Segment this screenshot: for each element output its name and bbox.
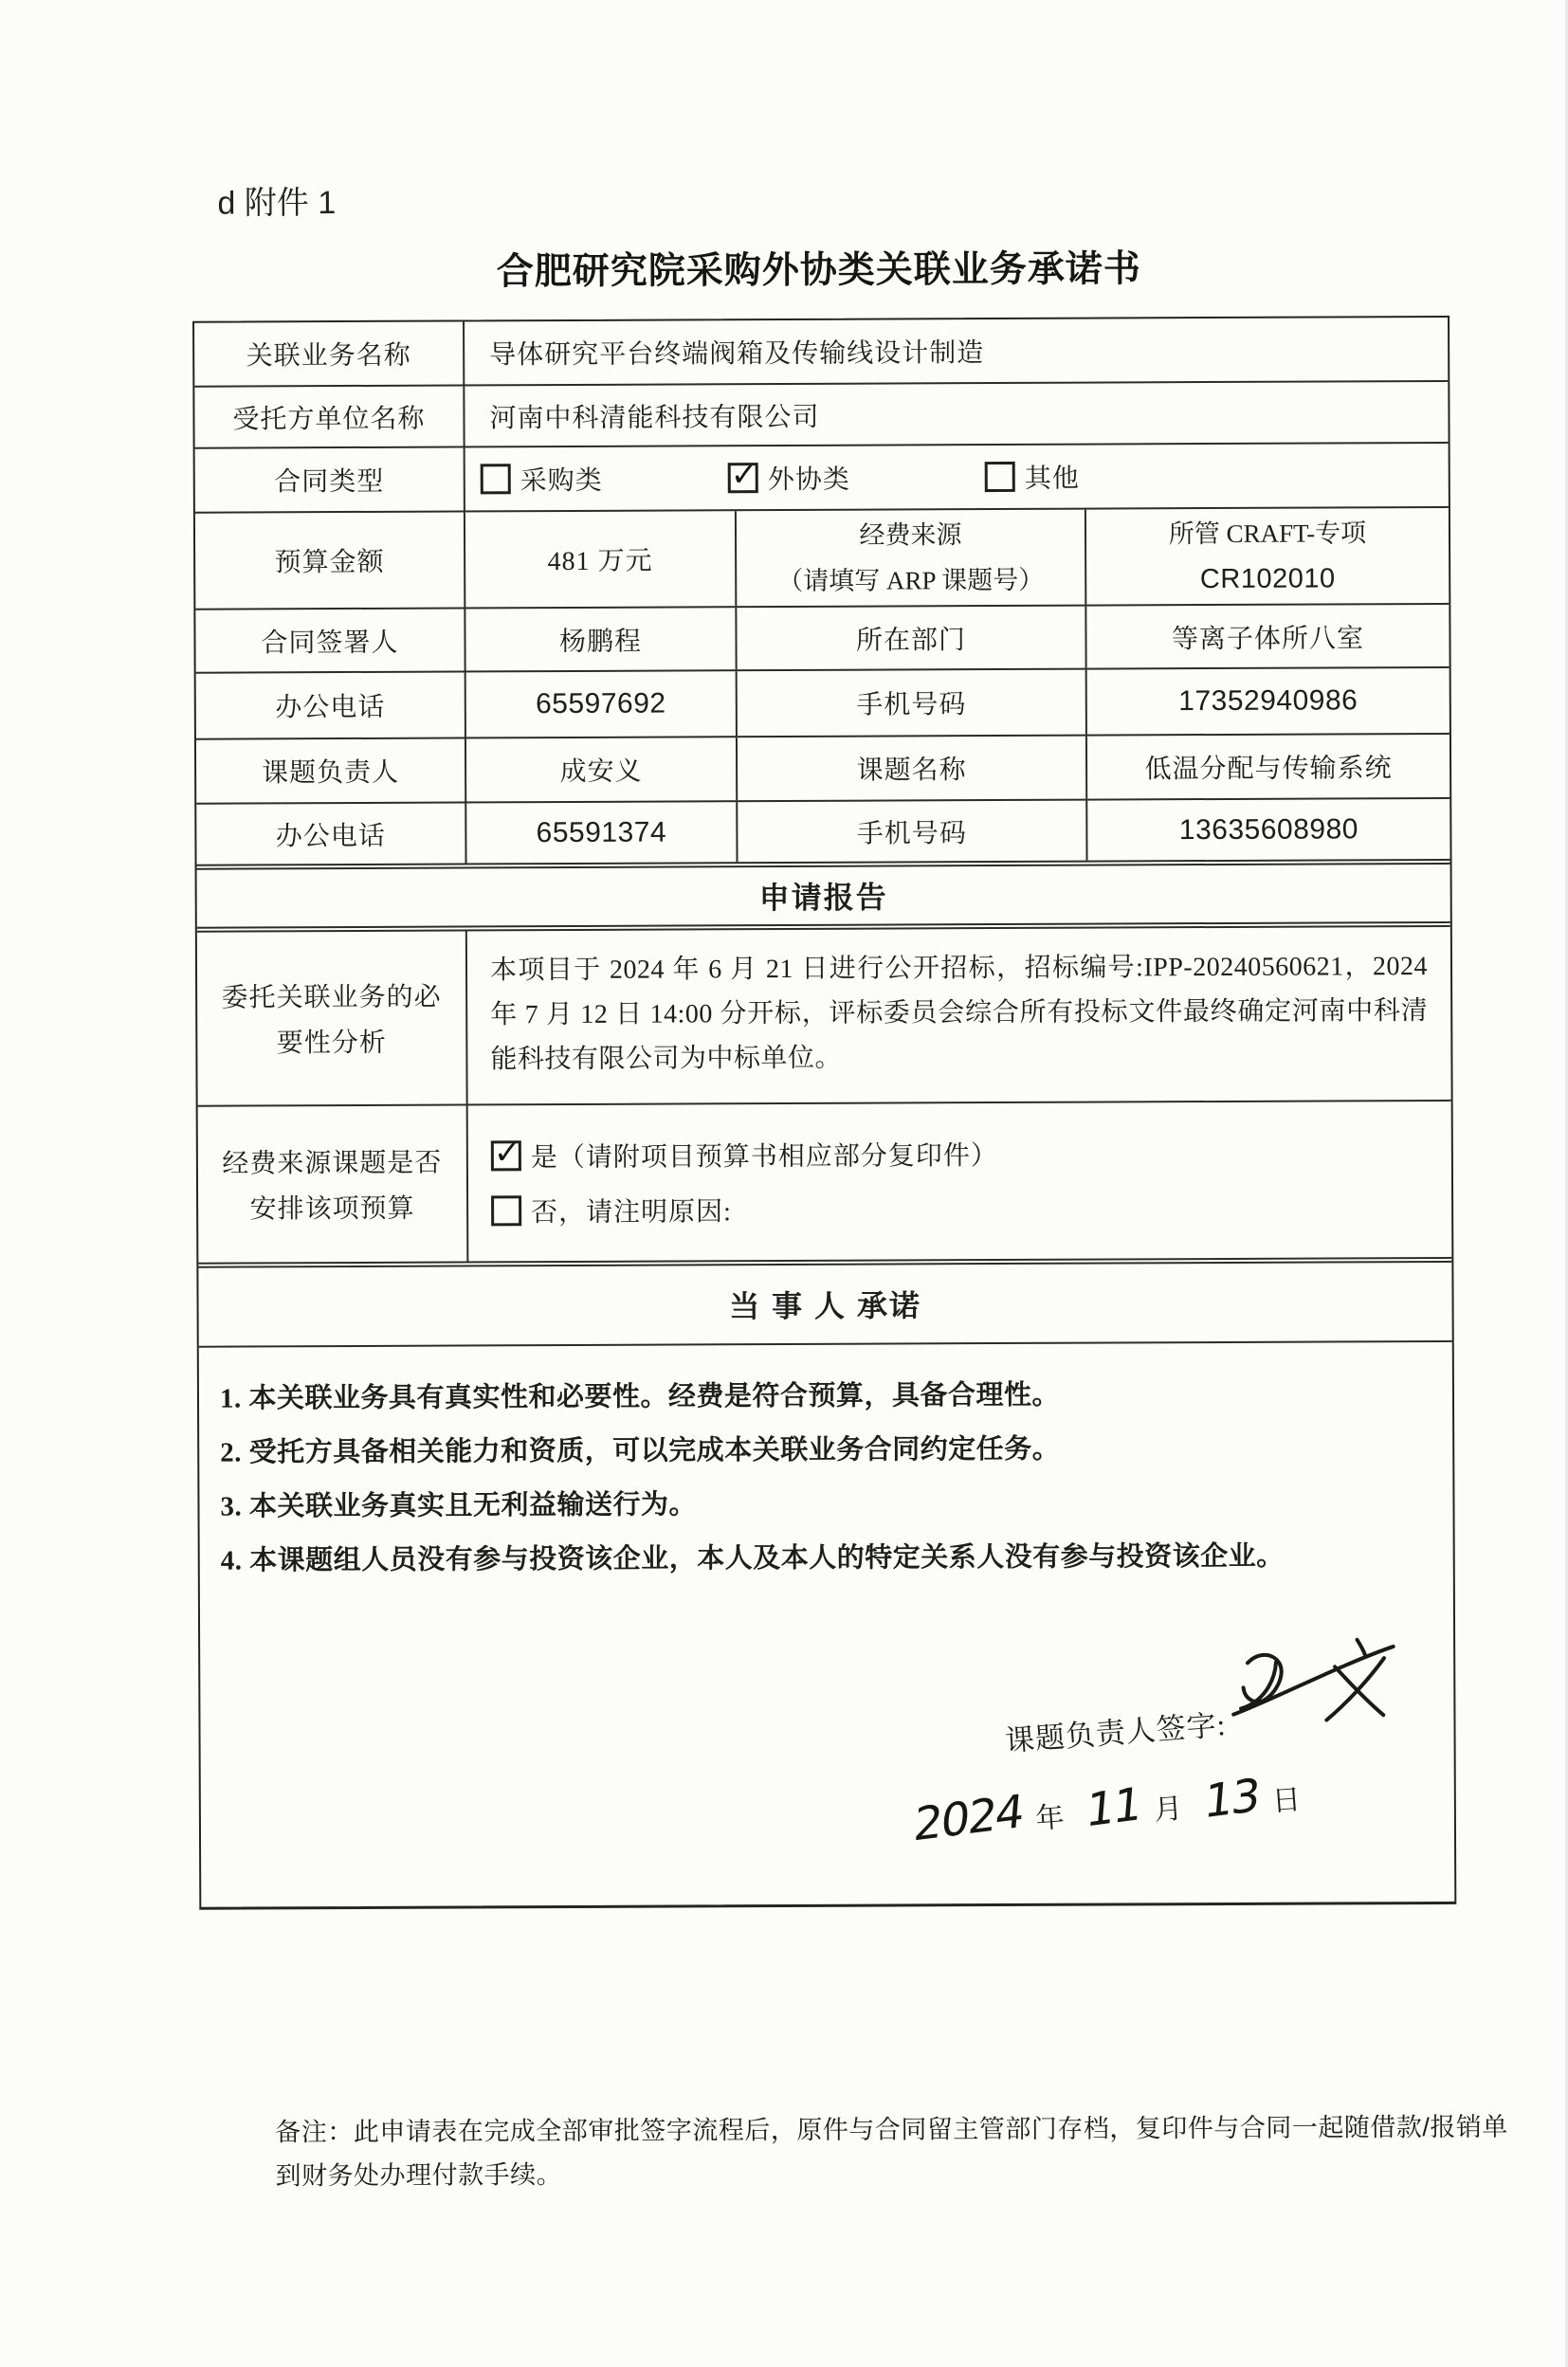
- row-necessity: [197, 921, 1451, 1105]
- mobile-label: 手机号码: [736, 670, 1085, 737]
- funding-source-label-line: （请填写 ARP 课题号）: [777, 565, 1045, 596]
- budget-arranged-option-no: [491, 1191, 732, 1229]
- commitment-item: 3. 本关联业务真实且无利益输送行为。: [220, 1489, 698, 1522]
- signer-name: 杨鹏程: [464, 608, 735, 670]
- mobile-label: 手机号码: [736, 801, 1085, 863]
- signer-dept-value: 等离子体所八室: [1085, 605, 1449, 668]
- handwritten-month: 11: [1084, 1777, 1143, 1838]
- month-unit: 月: [1153, 1793, 1184, 1827]
- contract-type-option: [728, 459, 850, 498]
- office-phone-value: 65597692: [465, 671, 736, 737]
- contract-type-options: [464, 444, 1449, 511]
- option-label: 其他: [1024, 464, 1080, 494]
- budget-arranged-option-yes: [491, 1135, 998, 1174]
- budget-arranged-label-line: 安排该项预算: [249, 1193, 415, 1225]
- year-unit: 年: [1034, 1801, 1066, 1835]
- checkbox-checked-icon: [728, 463, 758, 493]
- row-leader: [196, 733, 1449, 803]
- commitment-item: 4. 本课题组人员没有参与投资该企业，本人及本人的特定关系人没有参与投资该企业。: [220, 1540, 1285, 1576]
- funding-source-value-line: 所管 CRAFT-专项: [1168, 519, 1367, 549]
- option-label: 否，请注明原因:: [531, 1197, 732, 1229]
- row-signer: [195, 603, 1449, 672]
- necessity-label-line: 要性分析: [276, 1028, 387, 1059]
- row-trustee: [194, 380, 1448, 447]
- attachment-label: d 附件 1: [217, 185, 337, 222]
- row-report-header: [197, 859, 1450, 927]
- checkbox-unchecked-icon: [985, 462, 1015, 492]
- budget-arranged-label: [198, 1105, 467, 1262]
- project-name-label: 课题名称: [736, 737, 1085, 801]
- mobile-value: 17352940986: [1085, 668, 1449, 735]
- handwritten-year: 2024: [911, 1784, 1025, 1852]
- row-business-name: [194, 318, 1448, 386]
- row-promise-header: [198, 1257, 1451, 1346]
- option-label: 外协类: [767, 464, 850, 496]
- row-contract-type: [195, 442, 1449, 512]
- row-signer-phones: [196, 666, 1449, 738]
- handwritten-signature: [1228, 1631, 1400, 1734]
- funding-source-label-line: 经费来源: [859, 520, 962, 550]
- commitment-item: 2. 受托方具备相关能力和资质，可以完成本关联业务合同约定任务。: [220, 1433, 1061, 1468]
- business-name-label: 关联业务名称: [246, 340, 411, 372]
- funding-source-value: [1085, 508, 1449, 605]
- leader-label: 课题负责人: [262, 757, 400, 789]
- budget-amount: 481 万元: [464, 511, 735, 607]
- necessity-label-line: 委托关联业务的必: [221, 982, 442, 1013]
- office-phone-value: 65591374: [465, 802, 736, 863]
- document-title: 合肥研究院采购外协类关联业务承诺书: [496, 248, 1141, 293]
- signature-label: 课题负责人签字:: [1003, 1707, 1228, 1757]
- commitment-item: 1. 本关联业务具有真实性和必要性。经费是符合预算，具备合理性。: [219, 1379, 1061, 1414]
- budget-arranged-options: [466, 1102, 1452, 1262]
- checkbox-unchecked-icon: [481, 464, 511, 494]
- office-phone-label: 办公电话: [275, 821, 386, 851]
- signature-block: [904, 1659, 1409, 1852]
- necessity-cell: [465, 927, 1451, 1104]
- day-unit: 日: [1270, 1784, 1303, 1818]
- budget-arranged-label-line: 经费来源课题是否: [222, 1148, 443, 1179]
- footnote: 备注：此申请表在完成全部审批签字流程后，原件与合同留主管部门存档，复印件与合同一起随借款/报销单到财务处办理付款手续。: [275, 2112, 1508, 2191]
- row-budget: [195, 506, 1449, 609]
- row-leader-phones: [196, 797, 1449, 865]
- option-label: 是（请附项目预算书相应部分复印件）: [530, 1141, 998, 1174]
- leader-name: 成安义: [465, 737, 736, 801]
- funding-source-value-line: CR102010: [1199, 563, 1336, 595]
- report-section-header: 申请报告: [758, 880, 888, 916]
- handwritten-day: 13: [1202, 1768, 1262, 1830]
- row-promises: [199, 1340, 1455, 1907]
- office-phone-label: 办公电话: [275, 692, 386, 723]
- budget-label: 预算金额: [274, 547, 385, 578]
- checkbox-checked-icon: [491, 1140, 521, 1171]
- promise-section-header: 当 事 人 承诺: [729, 1288, 921, 1324]
- trustee-label: 受托方单位名称: [232, 404, 426, 435]
- funding-source-label: [735, 510, 1085, 607]
- commitment-section: [199, 1342, 1455, 1907]
- contract-type-option: [985, 458, 1080, 496]
- row-budget-arranged: [198, 1100, 1452, 1263]
- checkbox-unchecked-icon: [491, 1195, 521, 1226]
- business-name-value: 导体研究平台终端阀箱及传输线设计制造: [463, 318, 1448, 385]
- signer-dept-label: 所在部门: [735, 607, 1085, 670]
- contract-type-option: [481, 460, 603, 499]
- project-name-value: 低温分配与传输系统: [1085, 735, 1449, 799]
- mobile-value: 13635608980: [1085, 799, 1449, 861]
- trustee-value: 河南中科清能科技有限公司: [463, 382, 1448, 446]
- form-table: [192, 316, 1456, 1910]
- signer-label: 合同签署人: [261, 628, 399, 658]
- necessity-text: 本项目于 2024 年 6 月 21 日进行公开招标，招标编号:IPP-20240560621，2024 年 7 月 12 日 14:00 分开标，评标委员会综合所有投标文件最终确定河南中科清能科技有限公司为中标单位。: [489, 952, 1429, 1075]
- necessity-label: [197, 931, 466, 1104]
- contract-type-label: 合同类型: [274, 466, 385, 498]
- option-label: 采购类: [520, 465, 603, 497]
